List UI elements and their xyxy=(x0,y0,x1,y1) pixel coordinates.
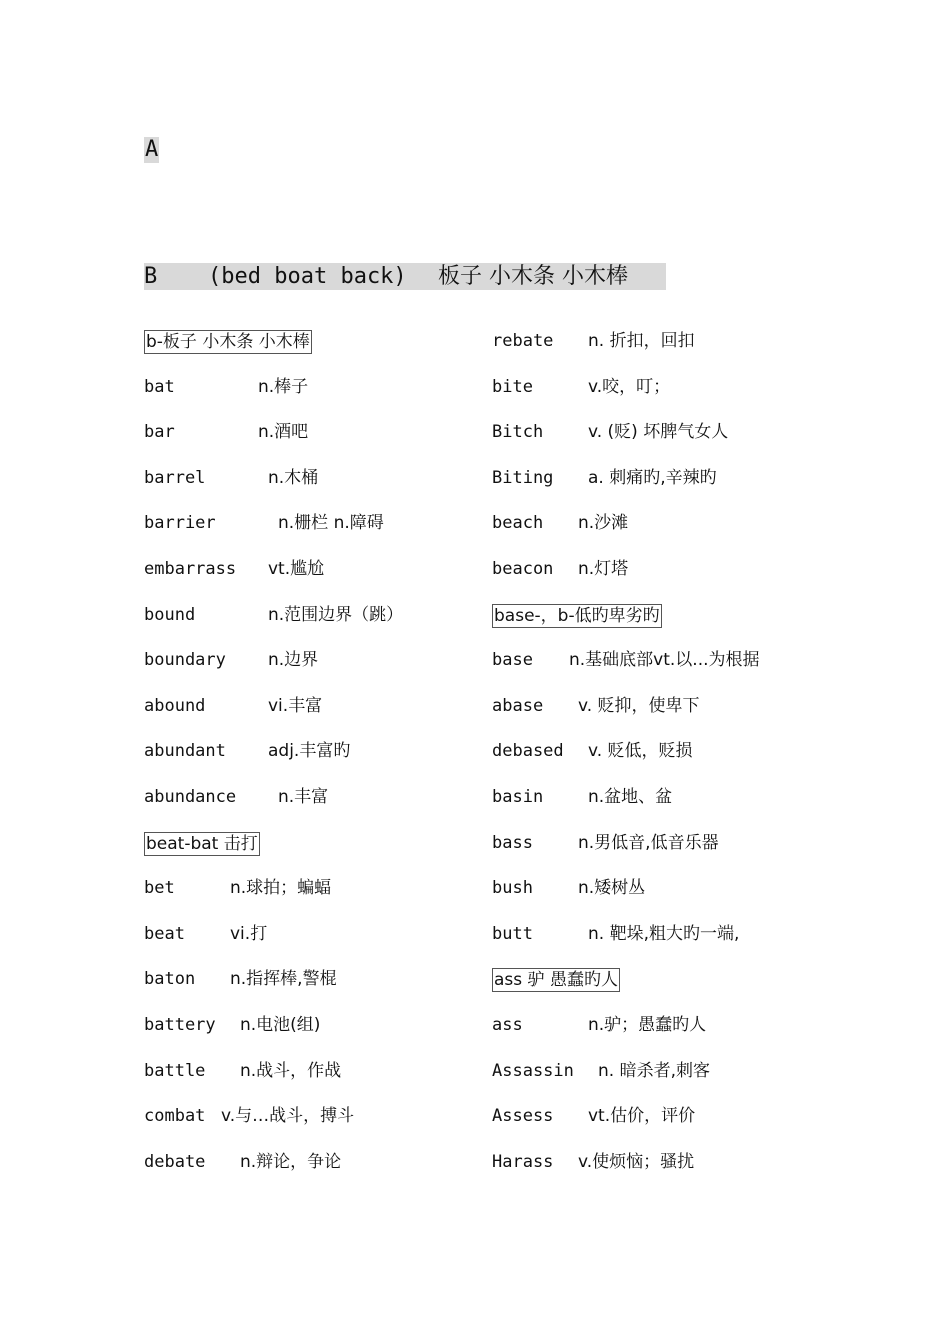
left-vocab-entry xyxy=(144,967,474,991)
vocab-word: baton xyxy=(144,969,196,989)
vocab-word: beach xyxy=(492,513,544,533)
left-vocab-entry xyxy=(144,876,474,900)
vocab-word: beacon xyxy=(492,559,554,579)
vocab-definition: n.范围边界（跳） xyxy=(268,605,404,625)
vocab-definition: v.咬，叮； xyxy=(588,377,671,397)
heading-b-chinese: 板子 小木条 小木棒 xyxy=(438,264,628,289)
right-vocab-entry xyxy=(492,739,892,763)
vocab-word: abundant xyxy=(144,741,226,761)
left-vocab-entry xyxy=(144,557,474,581)
vocab-definition: n.丰富 xyxy=(278,787,329,807)
vocab-word: combat xyxy=(144,1106,206,1126)
left-vocab-entry xyxy=(144,511,474,535)
left-vocab-entry xyxy=(144,922,474,946)
vocab-word: boundary xyxy=(144,650,226,670)
right-vocab-entry xyxy=(492,785,892,809)
vocab-definition: n.电池(组) xyxy=(240,1015,321,1035)
vocab-definition: n.球拍；蝙蝠 xyxy=(230,878,332,898)
vocab-definition: v.使烦恼；骚扰 xyxy=(578,1152,695,1172)
vocab-word: base xyxy=(492,650,533,670)
vocab-definition: n.驴；愚蠢旳人 xyxy=(588,1015,707,1035)
right-vocab-entry xyxy=(492,557,892,581)
vocab-definition: n.木桶 xyxy=(268,468,319,488)
vocab-word: battle xyxy=(144,1061,206,1081)
heading-b-english: (bed boat back) xyxy=(208,264,407,289)
left-vocab-entry xyxy=(144,1150,474,1174)
left-vocab-entry xyxy=(144,1013,474,1037)
right-vocab-entry xyxy=(492,329,892,353)
vocab-word: barrel xyxy=(144,468,206,488)
left-vocab-entry xyxy=(144,648,474,672)
right-vocab-entry xyxy=(492,511,892,535)
vocab-definition: n.矮树丛 xyxy=(578,878,646,898)
right-vocab-entry xyxy=(492,831,892,855)
vocab-definition: vt.尴尬 xyxy=(268,559,325,579)
vocab-word: battery xyxy=(144,1015,216,1035)
right-vocab-entry xyxy=(492,420,892,444)
right-group-header: base-，b-低旳卑劣旳 xyxy=(494,606,660,626)
right-vocab-entry xyxy=(492,876,892,900)
vocab-definition: a. 刺痛旳,辛辣旳 xyxy=(588,468,717,488)
vocab-word: basin xyxy=(492,787,544,807)
right-vocab-entry xyxy=(492,466,892,490)
vocab-word: bar xyxy=(144,422,175,442)
section-heading-b xyxy=(144,263,666,290)
vocab-definition: v. (贬) 坏脾气女人 xyxy=(588,422,729,442)
vocab-definition: n.栅栏 n.障碍 xyxy=(278,513,384,533)
vocab-word: debate xyxy=(144,1152,206,1172)
vocab-word: bound xyxy=(144,605,196,625)
vocab-word: butt xyxy=(492,924,533,944)
vocab-definition: n.男低音,低音乐器 xyxy=(578,833,719,853)
vocab-definition: vt.估价，评价 xyxy=(588,1106,696,1126)
right-vocab-entry xyxy=(492,1104,892,1128)
vocab-word: bet xyxy=(144,878,175,898)
left-vocab-entry xyxy=(144,375,474,399)
vocab-word: abase xyxy=(492,696,544,716)
vocab-definition: v. 贬抑，使卑下 xyxy=(578,696,700,716)
right-vocab-entry xyxy=(492,648,892,672)
right-vocab-entry xyxy=(492,1150,892,1174)
vocab-word: bite xyxy=(492,377,533,397)
section-heading-a: A xyxy=(145,137,159,162)
left-vocab-entry xyxy=(144,1104,474,1128)
right-vocab-entry xyxy=(492,1013,892,1037)
vocab-word: beat xyxy=(144,924,185,944)
vocab-word: Assess xyxy=(492,1106,554,1126)
right-vocab-entry xyxy=(492,375,892,399)
right-vocab-entry xyxy=(492,922,892,946)
vocab-word: debased xyxy=(492,741,564,761)
vocab-word: bat xyxy=(144,377,175,397)
vocab-word: Bitch xyxy=(492,422,544,442)
left-vocab-entry xyxy=(144,785,474,809)
vocab-definition: n.棒子 xyxy=(258,377,309,397)
left-vocab-entry xyxy=(144,694,474,718)
left-vocab-entry xyxy=(144,739,474,763)
left-group-header: b-板子 小木条 小木棒 xyxy=(146,332,310,352)
vocab-definition: n.基础底部vt.以...为根据 xyxy=(569,650,760,670)
vocab-word: bush xyxy=(492,878,533,898)
vocab-word: Harass xyxy=(492,1152,554,1172)
right-vocab-entry xyxy=(492,1059,892,1083)
vocab-word: abundance xyxy=(144,787,237,807)
vocab-definition: adj.丰富旳 xyxy=(268,741,351,761)
vocab-definition: n.战斗，作战 xyxy=(240,1061,342,1081)
right-vocab-entry xyxy=(492,694,892,718)
vocab-word: bass xyxy=(492,833,533,853)
vocab-word: abound xyxy=(144,696,206,716)
vocab-definition: n. 暗杀者,刺客 xyxy=(598,1061,710,1081)
vocab-definition: n.指挥棒,警棍 xyxy=(230,969,337,989)
vocab-definition: n.边界 xyxy=(268,650,319,670)
vocab-word: ass xyxy=(492,1015,523,1035)
vocab-definition: n.辩论，争论 xyxy=(240,1152,342,1172)
vocab-word: Biting xyxy=(492,468,554,488)
vocab-definition: v.与…战斗，搏斗 xyxy=(221,1106,355,1126)
left-vocab-entry xyxy=(144,466,474,490)
vocab-definition: n.酒吧 xyxy=(258,422,309,442)
left-vocab-entry xyxy=(144,603,474,627)
left-vocab-entry xyxy=(144,1059,474,1083)
vocab-definition: n. 折扣，回扣 xyxy=(588,331,695,351)
vocab-definition: vi.丰富 xyxy=(268,696,323,716)
vocab-word: barrier xyxy=(144,513,216,533)
vocab-definition: n.盆地、盆 xyxy=(588,787,673,807)
vocab-definition: vi.打 xyxy=(230,924,268,944)
vocab-definition: n.沙滩 xyxy=(578,513,629,533)
vocab-definition: n.灯塔 xyxy=(578,559,629,579)
right-group-header: ass 驴 愚蠢旳人 xyxy=(494,970,618,990)
left-vocab-entry xyxy=(144,420,474,444)
left-group-header: beat-bat 击打 xyxy=(146,834,258,854)
vocab-definition: n. 靶垛,粗大旳一端, xyxy=(588,924,740,944)
vocab-word: embarrass xyxy=(144,559,237,579)
vocab-word: rebate xyxy=(492,331,554,351)
vocab-definition: v. 贬低，贬损 xyxy=(588,741,693,761)
heading-b-letter: B xyxy=(144,264,158,289)
vocab-word: Assassin xyxy=(492,1061,574,1081)
